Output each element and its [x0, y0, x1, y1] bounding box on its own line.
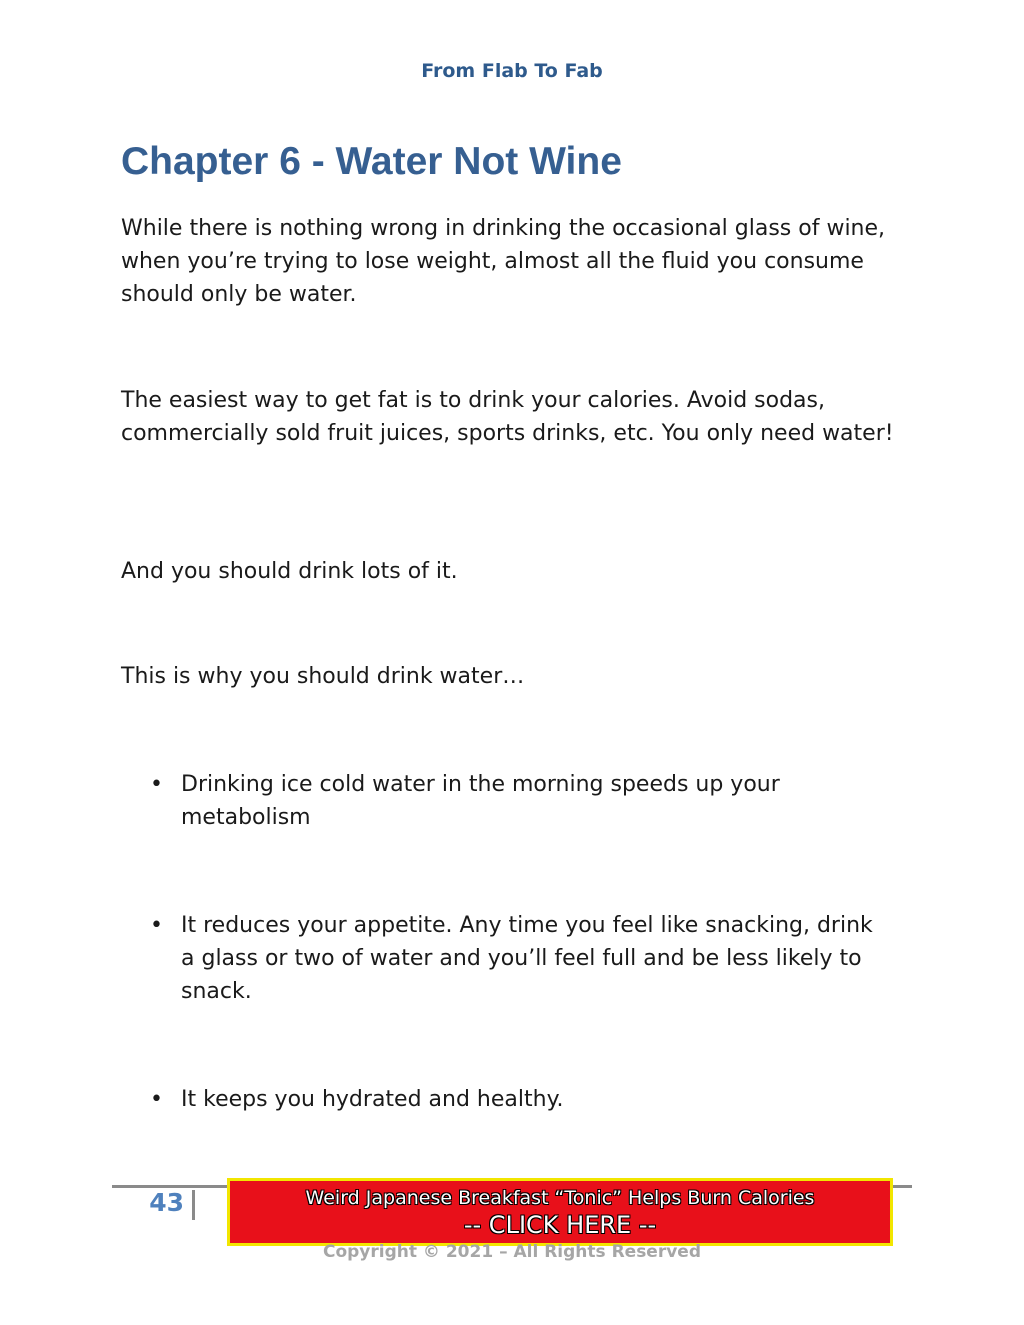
paragraph-drink-lots: And you should drink lots of it.	[121, 559, 458, 584]
list-item	[150, 909, 890, 1008]
copyright-notice: Copyright © 2021 – All Rights Reserved	[322, 1242, 702, 1262]
bullet-point-icon: •	[150, 1087, 163, 1112]
list-item	[150, 1083, 890, 1116]
bullet-point-icon: •	[150, 913, 163, 938]
list-item-text: It reduces your appetite. Any time you feel like snacking, drink a glass or two of water and you’ll feel full and be less likely to snack.	[181, 913, 873, 1004]
list-item-text: Drinking ice cold water in the morning speeds up your metabolism	[181, 772, 780, 830]
page-number-divider	[192, 1190, 195, 1220]
page-number: 43	[149, 1188, 184, 1217]
ad-banner-button[interactable]	[227, 1178, 893, 1246]
ad-banner-headline: Weird Japanese Breakfast “Tonic” Helps Burn Calories	[305, 1187, 815, 1209]
list-item	[150, 768, 890, 834]
bullet-point-icon: •	[150, 772, 163, 797]
paragraph-why: This is why you should drink water…	[121, 664, 525, 689]
chapter-title: Chapter 6 - Water Not Wine	[121, 140, 622, 183]
paragraph-calories: The easiest way to get fat is to drink your calories. Avoid sodas, commercially sold fruit juices, sports drinks, etc. You only need water!	[121, 388, 894, 446]
list-item-text: It keeps you hydrated and healthy.	[181, 1087, 564, 1112]
ad-banner-cta: -- CLICK HERE --	[463, 1211, 657, 1239]
paragraph-intro: While there is nothing wrong in drinking the occasional glass of wine, when you’re trying to lose weight, almost all the fluid you consume should only be water.	[121, 216, 886, 307]
running-header: From Flab To Fab	[421, 60, 603, 82]
